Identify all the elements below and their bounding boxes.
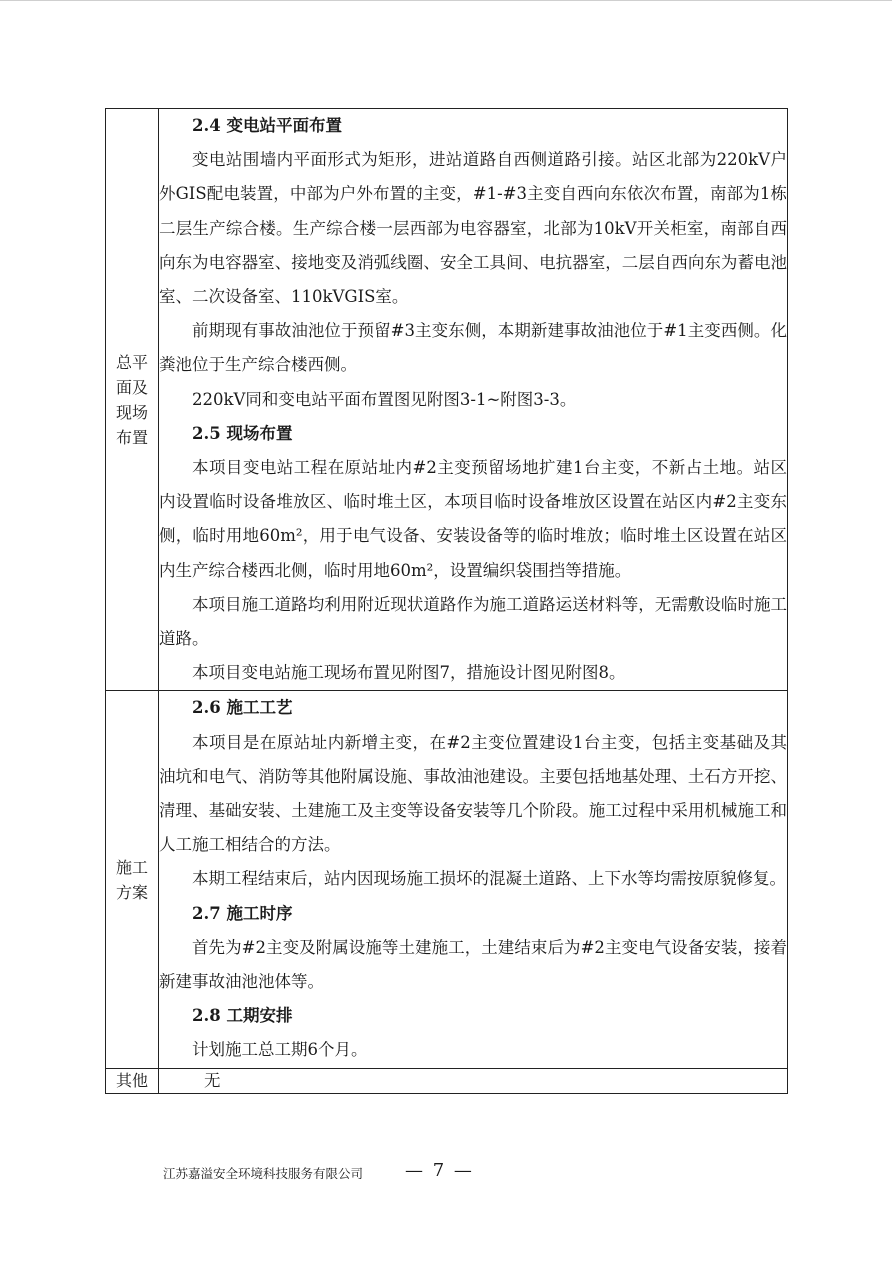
section-heading: 2.4 变电站平面布置	[192, 116, 342, 135]
page-footer	[0, 1160, 892, 1194]
table-row-other	[106, 1068, 788, 1093]
row-label-construction	[106, 691, 159, 1068]
paragraph: 本项目变电站工程在原站址内#2主变预留场地扩建1台主变，不新占土地。站区内设置临时设备堆放区、临时堆土区，本项目临时设备堆放区设置在站区内#2主变东侧，临时用地60m²，用于电气设备、安装设备等的临时堆放；临时堆土区设置在站区内生产综合楼西北侧，临时用地60m²，设置编织袋围挡等措施。	[159, 458, 787, 580]
footer-company: 江苏嘉溢安全环境科技服务有限公司	[163, 1166, 364, 1181]
paragraph: 无	[204, 1070, 221, 1090]
row-label-line: 布置	[115, 427, 148, 447]
section-heading: 2.7 施工时序	[192, 903, 293, 923]
paragraph: 本期工程结束后，站内因现场施工损坏的混凝土道路、上下水等均需按原貌修复。	[192, 869, 786, 889]
row-label-line: 方案	[115, 882, 148, 902]
section-heading: 2.5 现场布置	[192, 423, 293, 443]
row-label-line: 总平	[115, 352, 148, 372]
table-row-layout	[106, 109, 788, 691]
paragraph: 本项目是在原站址内新增主变，在#2主变位置建设1台主变，包括主变基础及其油坑和电气、消防等其他附属设施、事故油池建设。主要包括地基处理、土石方开挖、清理、基础安装、土建施工及主变等设备安装等几个阶段。施工过程中采用机械施工和人工施工相结合的方法。	[159, 732, 787, 855]
row-label-other: 其他	[106, 1068, 159, 1093]
paragraph: 首先为#2主变及附属设施等土建施工，土建结束后为#2主变电气设备安装，接着新建事故油池池体等。	[159, 937, 787, 992]
table-row-construction	[106, 691, 788, 1068]
row-label-line: 现场	[115, 402, 148, 422]
row-body-other	[159, 1068, 788, 1093]
row-label-line: 施工	[115, 857, 148, 877]
top-rule	[0, 0, 892, 1]
row-label-line: 面及	[115, 377, 148, 397]
page-number: — 7 —	[405, 1160, 474, 1181]
paragraph: 前期现有事故油池位于预留#3主变东侧，本期新建事故油池位于#1主变西侧。化粪池位于生产综合楼西侧。	[159, 321, 787, 375]
row-body-layout	[159, 109, 788, 691]
row-body-construction	[159, 691, 788, 1068]
section-heading: 2.6 施工工艺	[192, 698, 293, 718]
paragraph: 220kV同和变电站平面布置图见附图3-1~附图3-3。	[192, 389, 577, 409]
paragraph: 变电站围墙内平面形式为矩形，进站道路自西侧道路引接。站区北部为220kV户外GIS配电装置，中部为户外布置的主变，#1-#3主变自西向东依次布置，南部为1栋二层生产综合楼。生产综合楼一层西部为电容器室，北部为10kV开关柜室，南部自西向东为电容器室、接地变及消弧线圈、安全工具间、电抗器室，二层自西向东为蓄电池室、二次设备室、110kVGIS室。	[159, 150, 787, 307]
paragraph: 本项目变电站施工现场布置见附图7，措施设计图见附图8。	[192, 663, 626, 683]
row-label-layout	[106, 109, 159, 691]
section-heading: 2.8 工期安排	[192, 1006, 293, 1026]
paragraph: 计划施工总工期6个月。	[192, 1040, 368, 1060]
paragraph: 本项目施工道路均利用附近现状道路作为施工道路运送材料等，无需敷设临时施工道路。	[159, 594, 787, 649]
content-table	[105, 108, 788, 1094]
